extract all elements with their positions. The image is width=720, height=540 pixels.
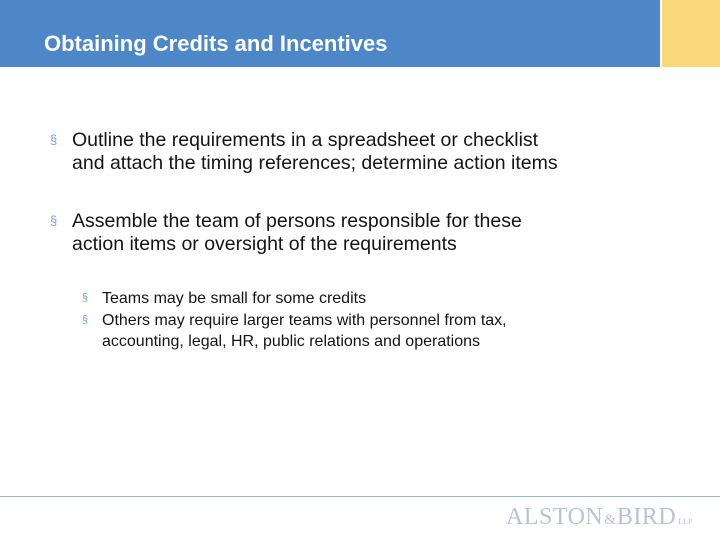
bullet-marker: § [50, 213, 58, 228]
sub-bullet-marker: § [82, 292, 89, 304]
sub-bullet-marker: § [82, 314, 89, 326]
logo-text-left: ALSTON [506, 504, 604, 530]
bullet-marker: § [50, 132, 58, 147]
bullet-item [50, 129, 690, 175]
sub-bullet-line: Teams may be small for some credits [102, 290, 367, 307]
bullet-text [72, 129, 558, 175]
bullet-item [50, 210, 690, 256]
bullet-line: Outline the requirements in a spreadsheet or checklist [72, 129, 539, 151]
company-logo [506, 504, 692, 536]
footer-divider [0, 496, 720, 497]
sub-bullet-item [82, 310, 682, 352]
logo-text-right: BIRD [616, 504, 677, 530]
logo-suffix: LLP [678, 517, 693, 526]
bullet-line: action items or oversight of the requirements [72, 233, 457, 255]
sub-bullet-line: Others may require larger teams with personnel from tax, [102, 312, 507, 329]
sub-bullet-line: accounting, legal, HR, public relations and operations [102, 333, 481, 350]
title-bar-accent [662, 0, 720, 67]
bullet-line: and attach the timing references; determine action items [72, 152, 558, 174]
sub-bullet-text [102, 310, 507, 352]
slide-title: Obtaining Credits and Incentives [44, 31, 388, 56]
bullet-line: Assemble the team of persons responsible for these [72, 210, 522, 232]
sub-bullet-item [82, 288, 682, 309]
sub-bullet-text [102, 288, 366, 309]
logo-ampersand: & [604, 512, 616, 528]
bullet-text [72, 210, 522, 256]
